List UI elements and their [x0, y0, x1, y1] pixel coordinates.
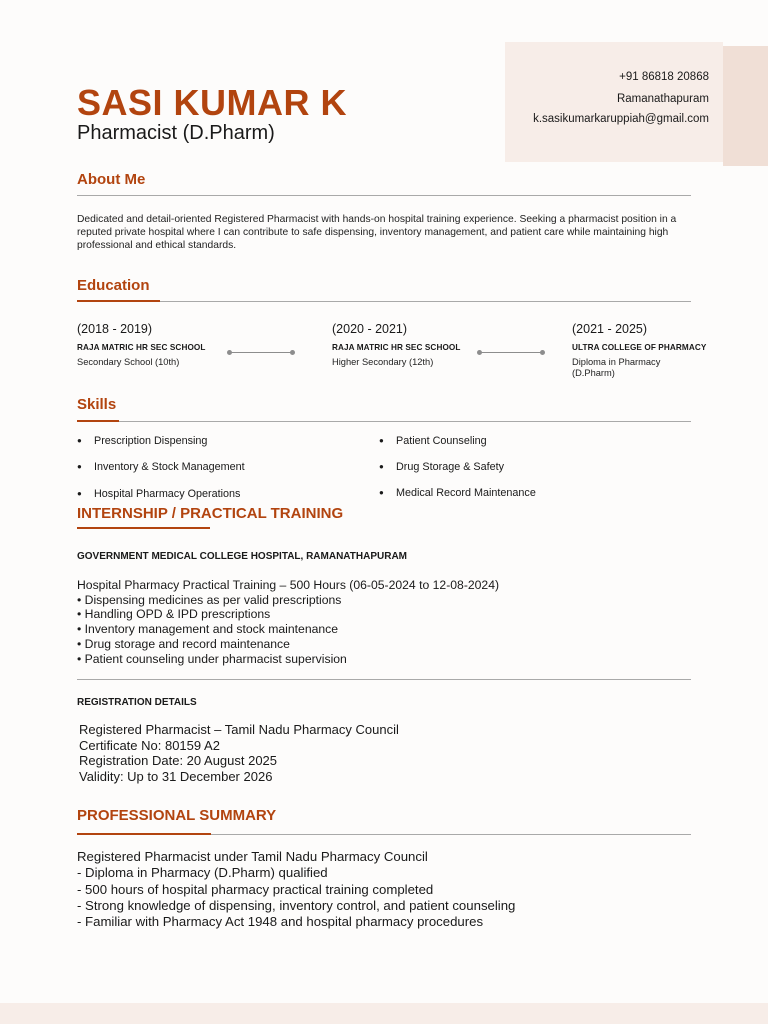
registration-line: Validity: Up to 31 December 2026	[79, 769, 273, 785]
internship-details	[77, 578, 499, 666]
skills-title: Skills	[77, 396, 117, 413]
skill-item: ● Drug Storage & Safety	[379, 461, 505, 473]
education-school: ULTRA COLLEGE OF PHARMACY	[572, 343, 707, 352]
about-text: Dedicated and detail-oriented Registered Pharmacist with hands-on hospital training experience. Seeking a pharmacist position in a reputed private hospital where I can contribute to safe dispensing, inventory management, and patient care while maintaining high professional and ethical standards.	[77, 214, 677, 251]
summary-title: PROFESSIONAL SUMMARY	[77, 807, 277, 824]
candidate-name: SASI KUMAR K	[77, 82, 348, 123]
skill-item: ● Hospital Pharmacy Operations	[77, 488, 241, 500]
skill-item: ● Medical Record Maintenance	[379, 487, 536, 499]
candidate-role: Pharmacist (D.Pharm)	[77, 122, 275, 144]
education-years: (2020 - 2021)	[332, 322, 408, 336]
footer-band	[0, 1003, 768, 1024]
registration-line: Registered Pharmacist – Tamil Nadu Pharmacy Council	[79, 722, 399, 737]
summary-line: - Diploma in Pharmacy (D.Pharm) qualified	[77, 865, 328, 881]
internship-hospital: GOVERNMENT MEDICAL COLLEGE HOSPITAL, RAMANATHAPURAM	[77, 551, 407, 562]
internship-line: • Drug storage and record maintenance	[77, 636, 290, 651]
skill-item: ● Inventory & Stock Management	[77, 461, 245, 473]
contact-panel	[505, 42, 723, 162]
education-item	[77, 322, 206, 368]
internship-line: • Inventory management and stock maintenance	[77, 622, 339, 637]
internship-divider	[77, 679, 691, 680]
education-level: Higher Secondary (12th)	[332, 357, 434, 367]
summary-details	[77, 849, 515, 930]
summary-accent	[77, 833, 211, 835]
internship-line: • Patient counseling under pharmacist supervision	[77, 651, 347, 666]
internship-line: Hospital Pharmacy Practical Training – 500 Hours (06-05-2024 to 12-08-2024)	[77, 578, 500, 592]
timeline-dot	[540, 350, 545, 355]
education-item	[572, 322, 707, 379]
skills-divider	[77, 421, 691, 422]
education-divider	[77, 301, 691, 302]
timeline-connector	[230, 352, 293, 353]
education-item	[332, 322, 461, 368]
timeline-dot	[227, 350, 232, 355]
skills-accent	[77, 420, 119, 422]
education-school: RAJA MATRIC HR SEC SCHOOL	[77, 343, 206, 352]
registration-title: REGISTRATION DETAILS	[77, 697, 197, 708]
timeline-dot	[477, 350, 482, 355]
internship-title: INTERNSHIP / PRACTICAL TRAINING	[77, 505, 344, 522]
internship-line: • Handling OPD & IPD prescriptions	[77, 607, 271, 622]
education-accent	[77, 300, 160, 302]
contact-panel-strip	[723, 46, 768, 166]
internship-line: • Dispensing medicines as per valid prescriptions	[77, 592, 342, 607]
timeline-dot	[290, 350, 295, 355]
registration-line: Registration Date: 20 August 2025	[79, 753, 278, 769]
education-years: (2021 - 2025)	[572, 322, 648, 336]
education-years: (2018 - 2019)	[77, 322, 153, 336]
registration-details	[79, 722, 399, 785]
internship-accent	[77, 527, 210, 529]
summary-line: - Familiar with Pharmacy Act 1948 and hospital pharmacy procedures	[77, 914, 484, 930]
summary-line: - 500 hours of hospital pharmacy practical training completed	[77, 881, 434, 897]
timeline-connector	[480, 352, 543, 353]
summary-line: - Strong knowledge of dispensing, inventory control, and patient counseling	[77, 897, 516, 913]
contact-phone: +91 86818 20868	[619, 71, 709, 83]
registration-line: Certificate No: 80159 A2	[79, 737, 220, 753]
skill-item: ● Prescription Dispensing	[77, 435, 208, 447]
contact-location: Ramanathapuram	[616, 93, 709, 105]
about-title: About Me	[77, 171, 146, 188]
education-title: Education	[77, 277, 150, 294]
education-level: Secondary School (10th)	[77, 357, 180, 367]
about-divider	[77, 195, 691, 196]
contact-email: k.sasikumarkaruppiah@gmail.com	[533, 113, 709, 125]
education-level: Diploma in Pharmacy (D.Pharm)	[572, 357, 661, 378]
skill-item: ● Patient Counseling	[379, 435, 487, 447]
summary-line: Registered Pharmacist under Tamil Nadu Pharmacy Council	[77, 849, 428, 864]
education-school: RAJA MATRIC HR SEC SCHOOL	[332, 343, 461, 352]
